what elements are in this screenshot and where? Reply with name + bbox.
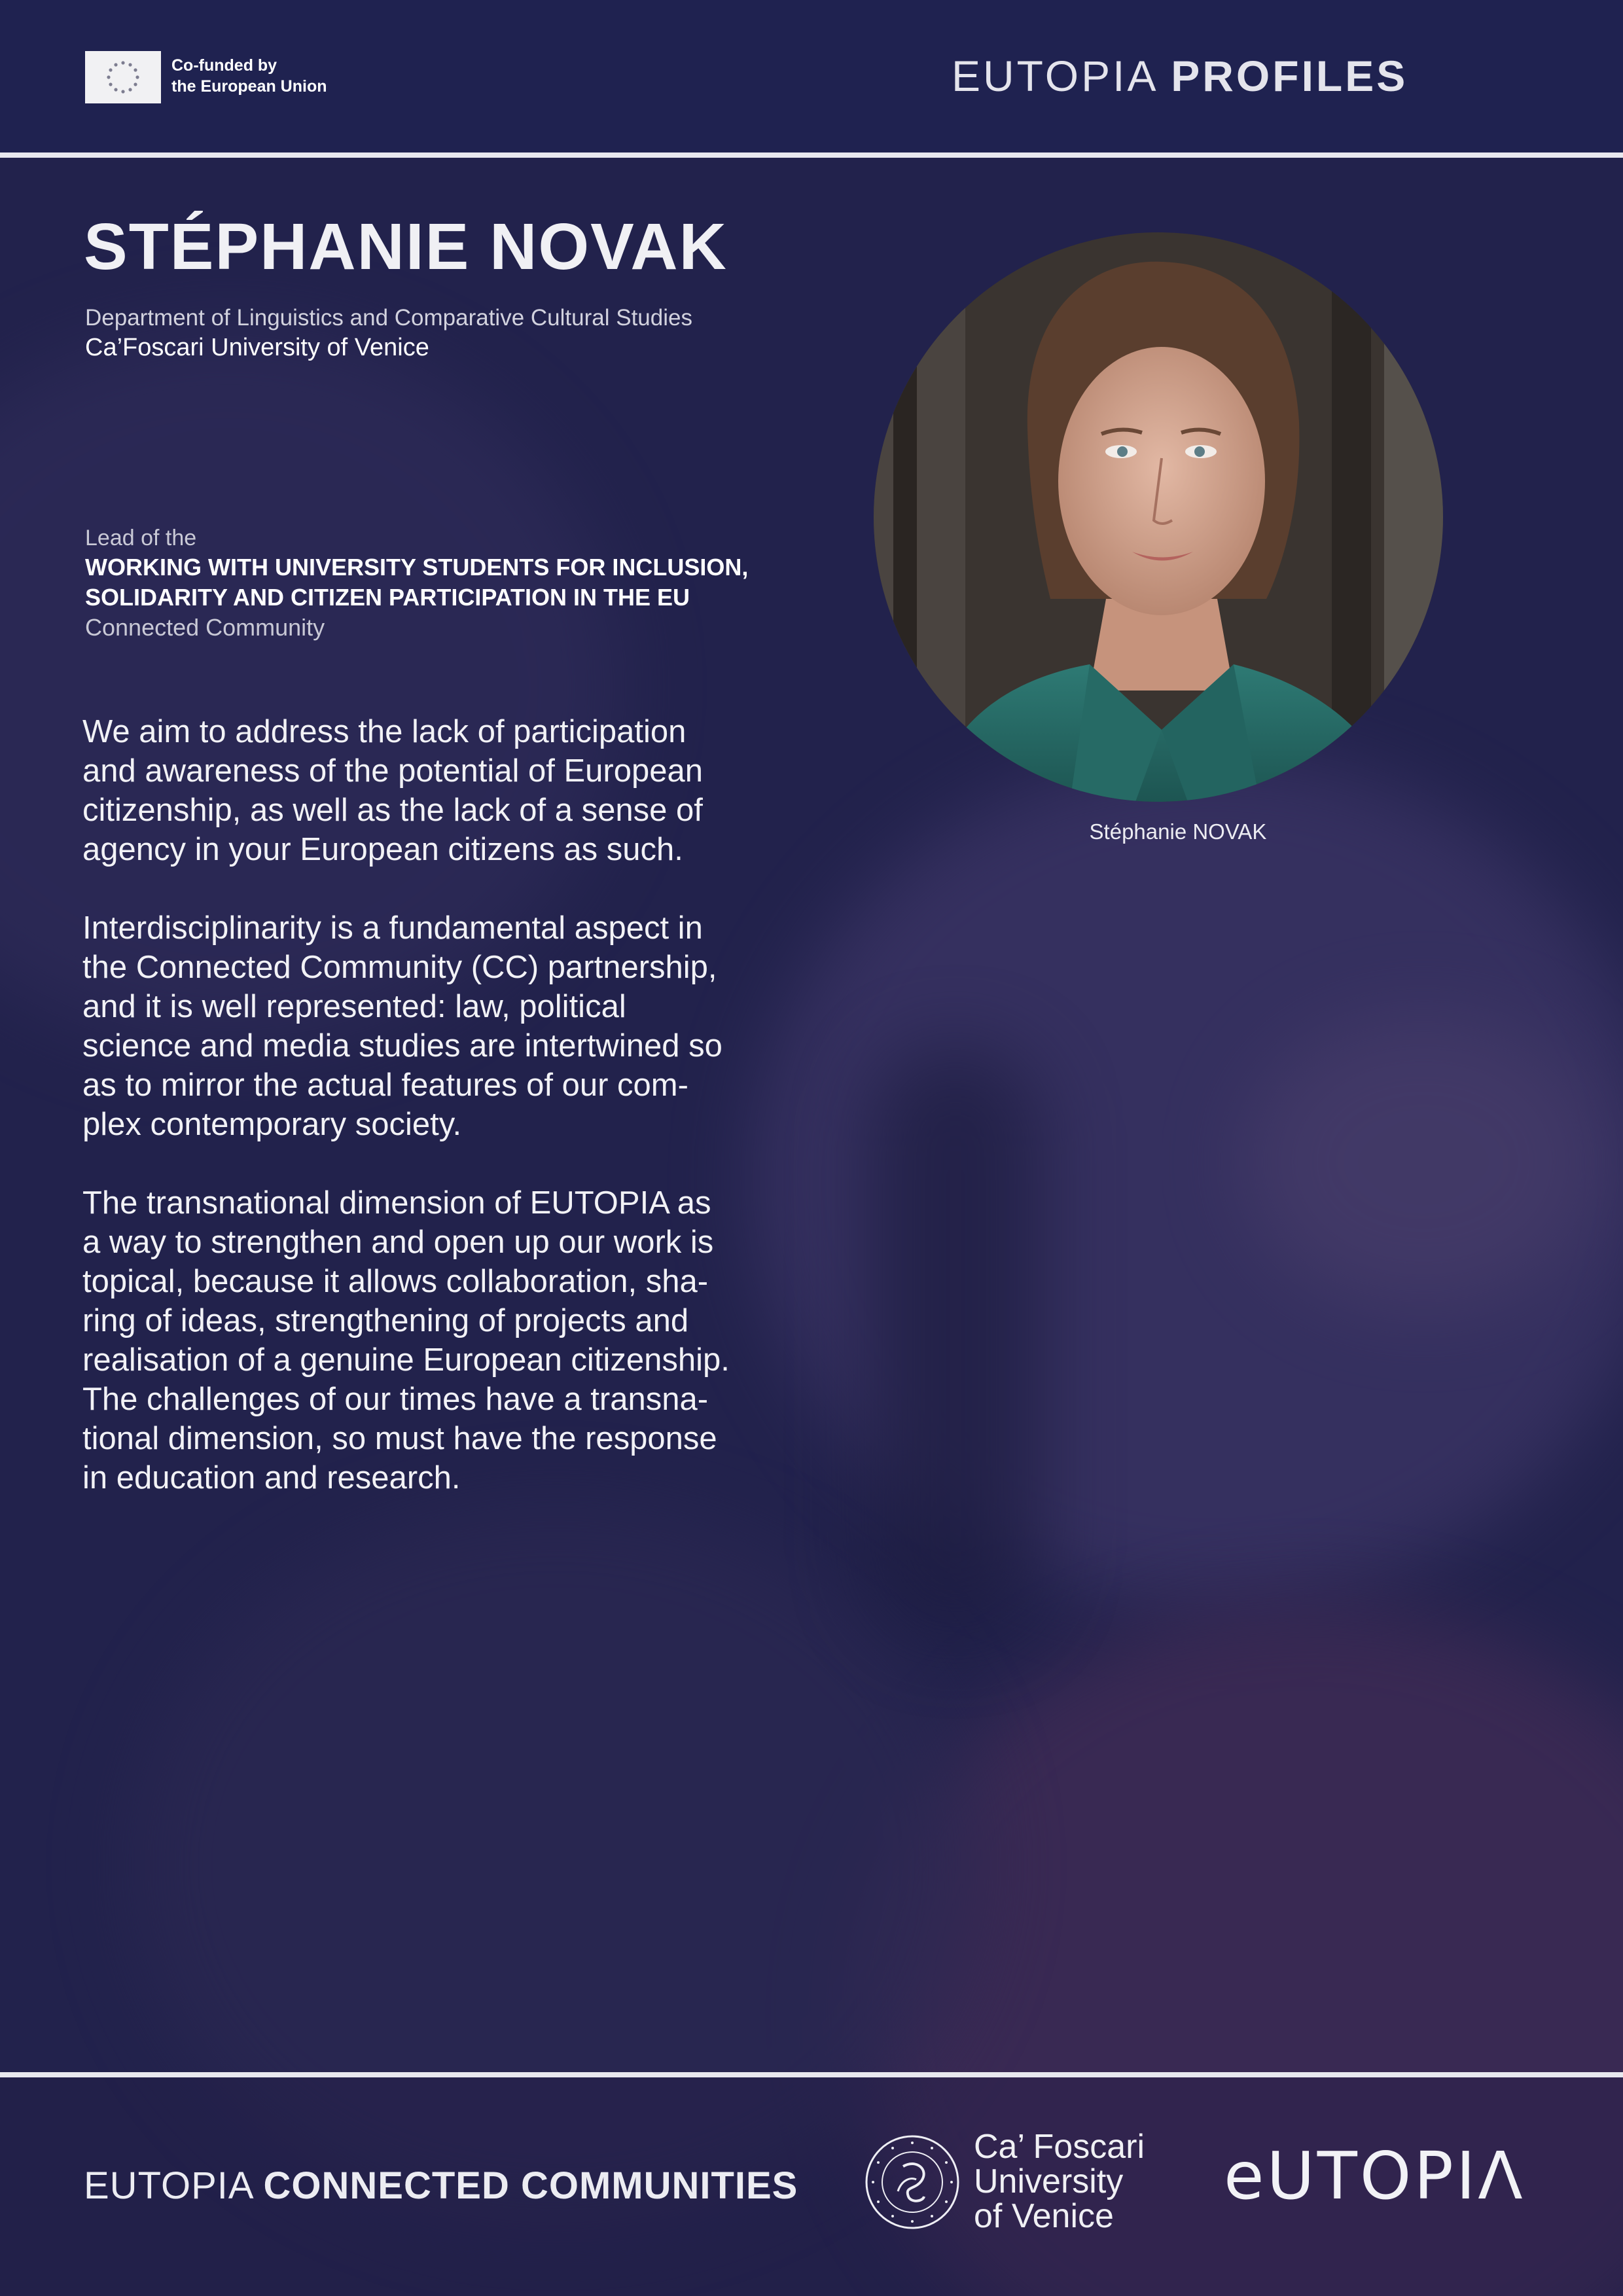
profile-name: STÉPHANIE NOVAK — [84, 210, 728, 283]
university-label: Ca’Foscari University of Venice — [85, 334, 429, 361]
community-title-line2: SOLIDARITY AND CITIZEN PARTICIPATION IN THE EU — [85, 584, 690, 611]
ca-foscari-logo-text: Ca’ Foscari University of Venice — [974, 2128, 1145, 2235]
ca-foscari-seal-icon — [864, 2134, 961, 2231]
eu-flag-icon — [85, 51, 161, 103]
statement-paragraph-3: The transnational dimension of EUTOPIA as a way to strengthen and open up our work is topical, because it allows collaboration, sha- ring of ideas, strengthening of projects and realisation of a genuine European citizenship. The challenges of our times have a transna- tional dimension, so must have the response in education and research. — [82, 1185, 730, 1496]
photo-caption: Stéphanie NOVAK — [1089, 819, 1267, 844]
statement-paragraph-1: We aim to address the lack of participation and awareness of the potential of European citizenship, as well as the lack of a sense of agency in your European citizens as such. — [82, 714, 704, 867]
eutopia-profiles-title: EUTOPIA PROFILES — [952, 52, 1408, 100]
department-label: Department of Linguistics and Comparative Cultural Studies — [85, 305, 692, 331]
eutopia-logo: eUTOPIΛ — [1224, 2138, 1525, 2214]
lead-suffix: Connected Community — [85, 614, 325, 641]
profile-statement — [82, 712, 894, 1537]
header-divider — [0, 152, 1623, 158]
connected-communities-title: EUTOPIA CONNECTED COMMUNITIES — [84, 2164, 798, 2207]
lead-role — [85, 524, 897, 643]
eu-cofunding-label: Co-funded by the European Union — [171, 56, 327, 96]
profile-photo — [874, 232, 1443, 802]
community-title-line1: WORKING WITH UNIVERSITY STUDENTS FOR INCLUSION, — [85, 554, 749, 581]
statement-paragraph-2: Interdisciplinarity is a fundamental aspect in the Connected Community (CC) partnership, and it is well represented: law, political science and media studies are intertwined so as to mirror the actual features of our com- plex contemporary society. — [82, 910, 722, 1142]
lead-prefix: Lead of the — [85, 526, 197, 550]
footer-divider — [0, 2072, 1623, 2077]
